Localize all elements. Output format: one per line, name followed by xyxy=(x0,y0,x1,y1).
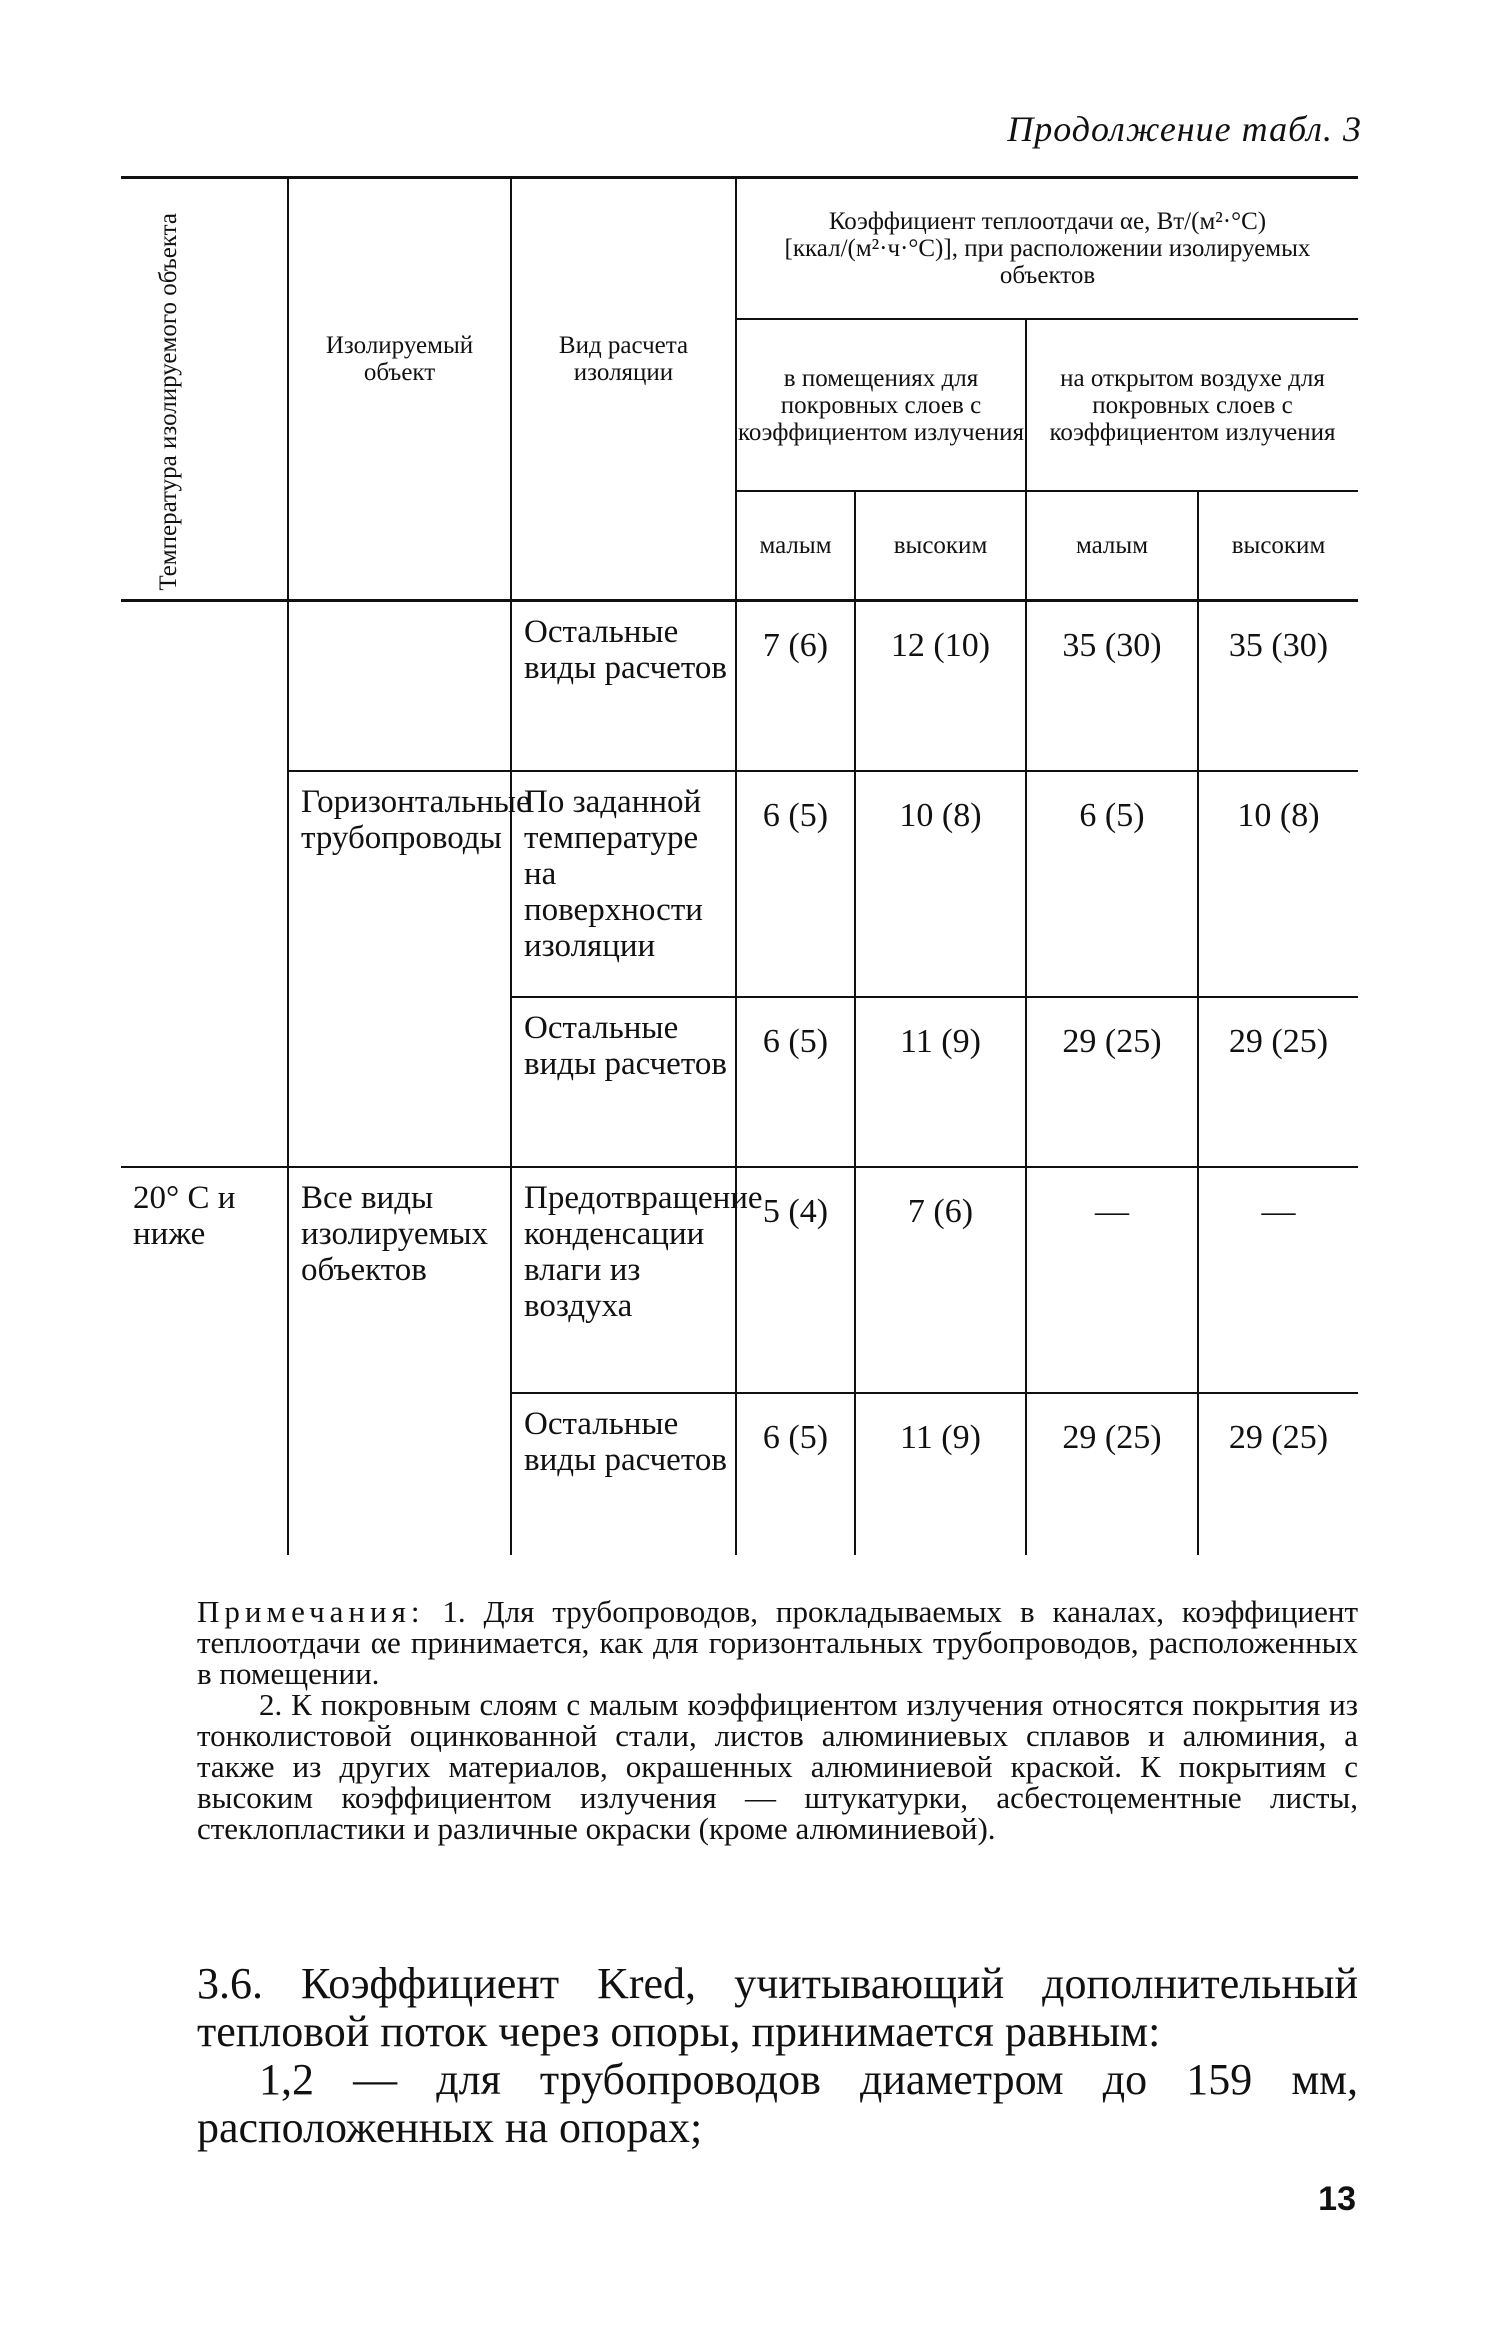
header-outdoor: на открытом воздухе для покровных слоев с коэффициентом излучения xyxy=(1026,319,1358,492)
coefficient-table xyxy=(121,176,1358,1555)
header-indoor: в помещениях для покровных слоев с коэффициентом излучения xyxy=(736,319,1026,492)
header-object: Изолируемый объект xyxy=(288,178,511,601)
page-number: 13 xyxy=(1318,2180,1356,2218)
table-row: Остальные виды расчетов 7 (6) 12 (10) 35 (30) 35 (30) xyxy=(121,601,1358,771)
continuation-label: Продолжение табл. 3 xyxy=(1007,109,1362,149)
body-text xyxy=(197,1960,1358,2152)
note-2: 2. К покровным слоям с малым коэффициентом излучения относятся покрытия из тонколистовой оцинкованной стали, листов алюминиевых сплавов и алюминия, а также из других материалов, окрашенных алюминиевой краской. К покрытиям с высоким коэффициентом излучения — штукатурки, асбестоцементные листы, стеклопластики и различные окраски (кроме алюминиевой). xyxy=(197,1687,1358,1846)
header-low-outdoor: малым xyxy=(1026,491,1198,600)
table-row: Горизонтальные трубопроводы По заданной температуре на поверхности изоляции 6 (5) 10 (8) 6 (5) 10 (8) xyxy=(121,771,1358,997)
paragraph-list-item: 1,2 — для трубопроводов диаметром до 159 мм, расположенных на опорах; xyxy=(197,2055,1358,2152)
header-coefficient: Коэффициент теплоотдачи αe, Вт/(м²·°С) [ккал/(м²·ч·°С)], при расположении изолируемых объектов xyxy=(736,178,1358,319)
table-row: 20° С и ниже Все виды изолируемых объектов Предотвращение конденсации влаги из воздуха 5 (4) 7 (6) — — xyxy=(121,1167,1358,1393)
note-1: Примечания: 1. Для трубопроводов, прокладываемых в каналах, коэффициент теплоотдачи αe принимается, как для горизонтальных трубопроводов, расположенных в помещении. xyxy=(197,1594,1358,1691)
header-calc-type: Вид расчета изоляции xyxy=(511,178,736,601)
table-row: Остальные виды расчетов 6 (5) 11 (9) 29 (25) 29 (25) xyxy=(121,997,1358,1167)
paragraph-3-6: 3.6. Коэффициент Kred, учитывающий дополнительный тепловой поток через опоры, принимается равным: xyxy=(197,1959,1358,2056)
header-low-indoor: малым xyxy=(736,491,855,600)
table-notes xyxy=(197,1596,1358,1844)
table-row: Остальные виды расчетов 6 (5) 11 (9) 29 (25) 29 (25) xyxy=(121,1393,1358,1555)
header-high-indoor: высоким xyxy=(855,491,1026,600)
header-high-outdoor: высоким xyxy=(1198,491,1358,600)
header-temperature: Температура изолируемого объекта xyxy=(155,213,182,591)
